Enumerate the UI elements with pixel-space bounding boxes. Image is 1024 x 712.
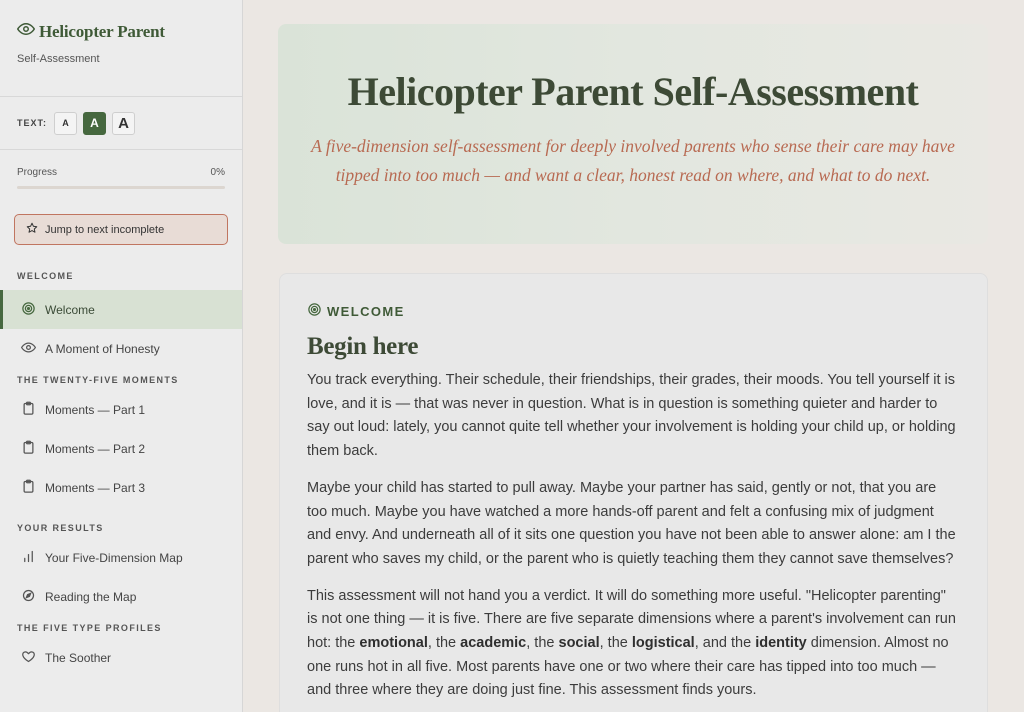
- paragraph-text: , the: [526, 635, 559, 652]
- dimension-academic: academic: [460, 635, 527, 652]
- text-size-control: [0, 97, 242, 150]
- text-size-large-button[interactable]: A: [112, 112, 135, 135]
- dimension-logistical: logistical: [631, 635, 695, 652]
- sidebar-item-label: Your Five-Dimension Map: [45, 550, 183, 565]
- intro-paragraph-2: Maybe your child has started to pull away. Maybe your partner has said, gently or not, that you are too much. Maybe you have watched a more hands-off parent and felt a confusing mix of judgment and envy. And underneath all of it sits one question you have not been able to answer alone: am I the parent who saves my child, or the parent who is quietly teaching them they cannot save themselves?: [307, 479, 956, 567]
- brand-subtitle: Self-Assessment: [17, 53, 100, 65]
- progress-value: 0%: [210, 167, 225, 178]
- page-subtitle: A five-dimension self-assessment for deeply involved parents who sense their care may have tipped into too much — and want a clear, honest read on where, and what to do next.: [311, 136, 955, 185]
- jump-to-next-incomplete-button[interactable]: [14, 214, 228, 245]
- sidebar-item-label: The Soother: [45, 650, 112, 665]
- dimension-identity: identity: [755, 635, 807, 652]
- text-size-label: TEXT:: [17, 118, 48, 128]
- hero-banner: [278, 24, 988, 244]
- progress-section: [0, 150, 242, 204]
- eye-icon: [21, 340, 36, 358]
- nav-section-type-profiles: THE FIVE TYPE PROFILES: [17, 623, 162, 633]
- sidebar: [0, 0, 243, 712]
- dimension-emotional: emotional: [359, 635, 428, 652]
- nav-section-results: YOUR RESULTS: [17, 523, 104, 533]
- card-title: Begin here: [307, 333, 419, 360]
- sidebar-item-label: Welcome: [45, 302, 95, 317]
- page-title: Helicopter Parent Self-Assessment: [347, 69, 919, 114]
- nav-section-welcome: WELCOME: [17, 271, 74, 281]
- paragraph-text: , and the: [694, 635, 756, 652]
- eye-icon: [17, 20, 35, 43]
- target-icon: [21, 301, 36, 319]
- paragraph-text: , the: [427, 635, 461, 652]
- sidebar-item-label: Reading the Map: [45, 589, 137, 604]
- paragraph-text: , the: [599, 635, 632, 652]
- sidebar-item-five-dimension-map[interactable]: [0, 538, 242, 577]
- bar-chart-icon: [21, 549, 36, 567]
- jump-button-label: Jump to next incomplete: [45, 223, 165, 236]
- welcome-card: [279, 273, 988, 712]
- sidebar-item-moments-part-1[interactable]: [0, 390, 242, 429]
- clipboard-icon: [21, 440, 36, 458]
- card-label-text: WELCOME: [327, 303, 405, 319]
- clipboard-icon: [21, 479, 36, 497]
- sidebar-item-moments-part-3[interactable]: [0, 468, 242, 507]
- paragraph-text: dimension. Almost no one runs hot in all five. Most parents have one or two where their care has tipped into too much — and three where they are doing just fine. This assessment finds yours.: [307, 635, 949, 699]
- sidebar-item-label: Moments — Part 3: [45, 480, 146, 495]
- brand: [0, 0, 242, 97]
- clipboard-icon: [21, 401, 36, 419]
- sidebar-item-reading-the-map[interactable]: [0, 577, 242, 616]
- brand-title: Helicopter Parent: [39, 21, 165, 41]
- text-size-medium-button[interactable]: A: [83, 112, 106, 135]
- target-icon: [307, 302, 322, 320]
- dimension-social: social: [558, 635, 600, 652]
- sidebar-item-label: Moments — Part 2: [45, 441, 146, 456]
- sidebar-item-label: Moments — Part 1: [45, 402, 146, 417]
- progress-label: Progress: [17, 167, 58, 178]
- compass-icon: [21, 588, 36, 606]
- intro-paragraph-3: [307, 585, 960, 704]
- paragraph-text: This assessment will not hand you a verdict. It will do something more useful. "Helicopter parenting" is not one thing — it is five. There are five separate dimensions where a parent's involvement can run hot: the: [307, 587, 956, 652]
- star-icon: [26, 222, 38, 237]
- progress-bar: [17, 186, 225, 189]
- card-section-label: [307, 302, 960, 320]
- sidebar-item-welcome[interactable]: [0, 290, 242, 329]
- sidebar-item-moments-part-2[interactable]: [0, 429, 242, 468]
- nav-section-moments: THE TWENTY-FIVE MOMENTS: [17, 375, 179, 385]
- sidebar-item-moment-of-honesty[interactable]: [0, 329, 242, 368]
- text-size-small-button[interactable]: A: [54, 112, 77, 135]
- intro-paragraph-1: You track everything. Their schedule, their friendships, their grades, their moods. You tell yourself it is love, and it is — that was never in question. What is in question is something quieter and harder to say out loud: lately, you cannot quite tell whether your involvement is holding your child up, or holding them back.: [307, 372, 956, 460]
- heart-icon: [21, 649, 36, 667]
- sidebar-item-the-soother[interactable]: [0, 638, 242, 677]
- sidebar-item-label: A Moment of Honesty: [45, 341, 160, 356]
